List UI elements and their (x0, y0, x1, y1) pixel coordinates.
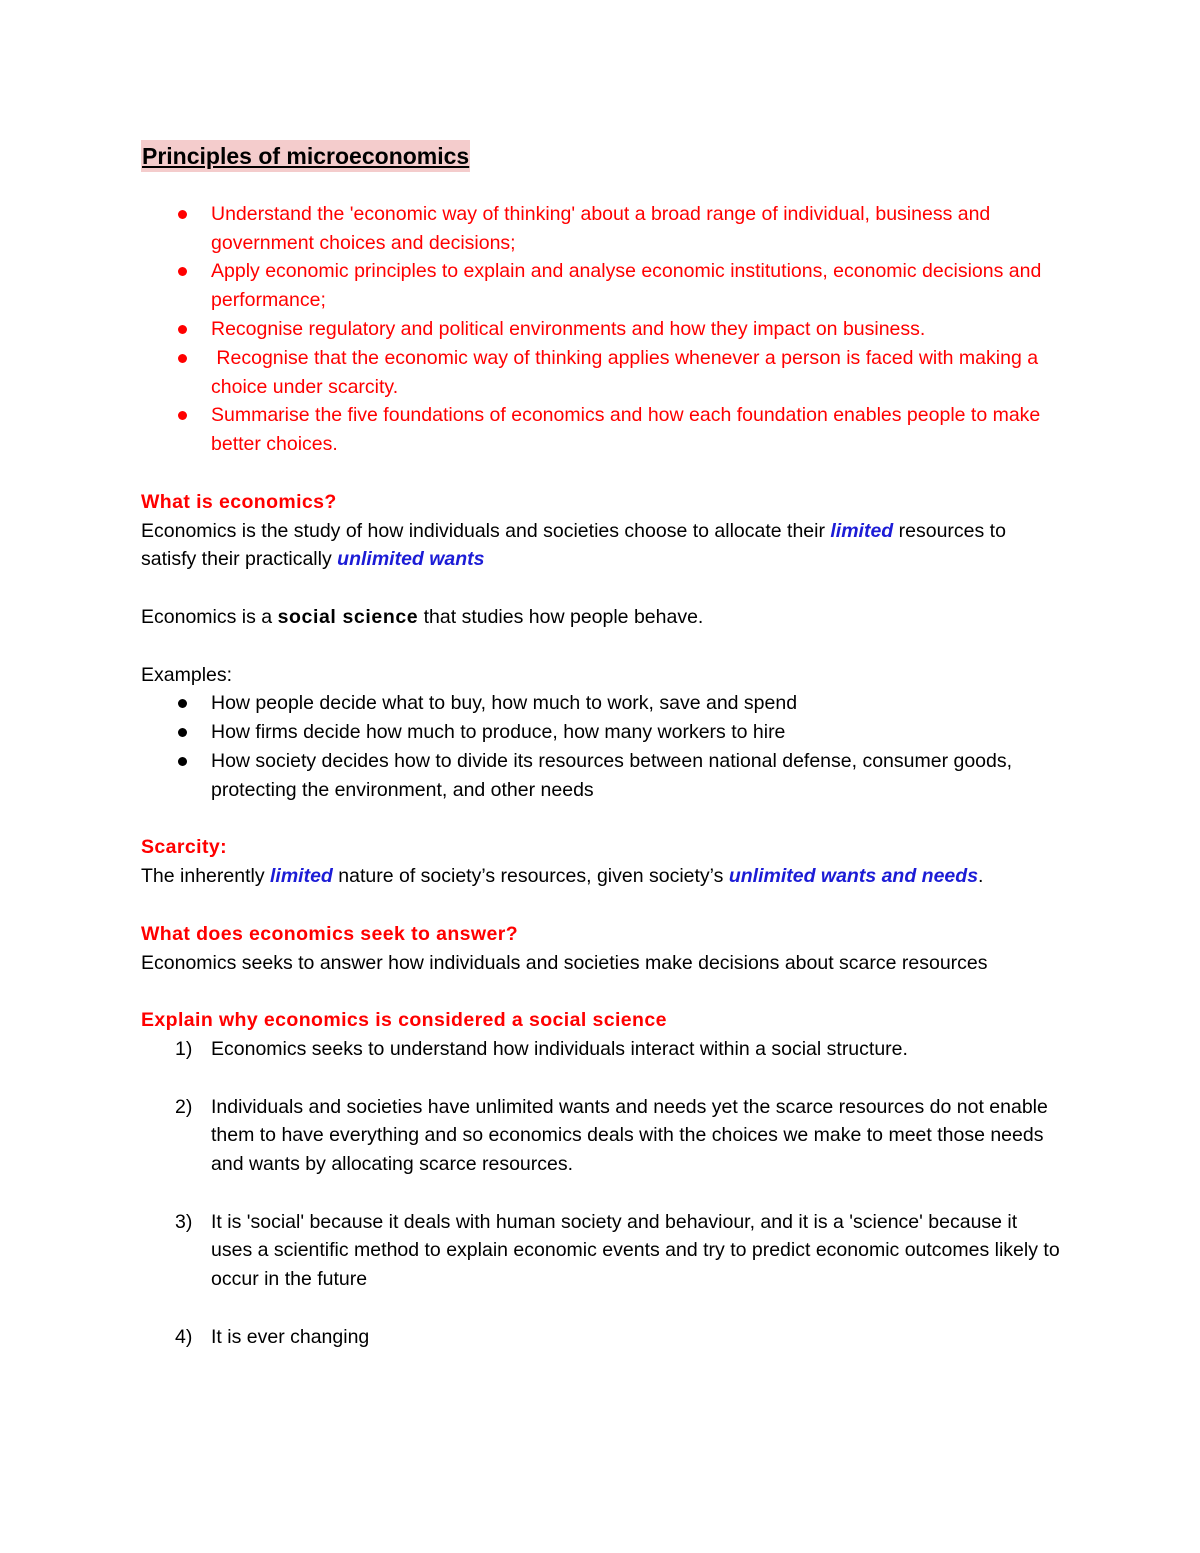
list-item: Recognise that the economic way of thinking applies whenever a person is faced with making a choice under scarcity. (141, 344, 1061, 402)
learning-goals-list (141, 200, 1061, 459)
bullet-icon (178, 354, 187, 363)
social-science-statement: Economics is a social science that studies how people behave. (141, 605, 704, 628)
section-heading-social-science: Explain why economics is considered a social science (141, 1009, 667, 1032)
emphasis-unlimited-wants: unlimited wants (337, 548, 485, 571)
economics-definition: Economics is the study of how individuals and societies choose to allocate their limited resources to satisfy their practically unlimited wants (141, 519, 1006, 571)
list-item: How society decides how to divide its resources between national defense, consumer goods, protecting the environment, and other needs (141, 747, 1061, 805)
list-number: 4) (175, 1325, 193, 1348)
seek-answer-text: Economics seeks to answer how individuals and societies make decisions about scarce resources (141, 951, 988, 974)
emphasis-social-science: social science (277, 605, 419, 628)
bullet-icon (178, 728, 187, 737)
bullet-icon (178, 699, 187, 708)
emphasis-limited: limited (830, 519, 894, 542)
section-heading-what-does-economics-seek: What does economics seek to answer? (141, 922, 519, 945)
examples-list (141, 689, 1061, 804)
list-item: Summarise the five foundations of economics and how each foundation enables people to make better choices. (141, 401, 1061, 459)
list-number: 1) (175, 1037, 193, 1060)
list-item: Understand the 'economic way of thinking' about a broad range of individual, business and government choices and decisions; (141, 200, 1061, 258)
bullet-icon (178, 757, 187, 766)
list-number: 3) (175, 1210, 193, 1233)
list-number: 2) (175, 1095, 193, 1118)
bullet-icon (178, 411, 187, 420)
list-item: 1) Economics seeks to understand how individuals interact within a social structure. (141, 1035, 1061, 1064)
list-item: 4) It is ever changing (141, 1323, 1061, 1352)
list-item: How people decide what to buy, how much to work, save and spend (141, 689, 1061, 718)
list-item: 3) It is 'social' because it deals with human society and behaviour, and it is a 'science' because it uses a scientific method to explain economic events and try to predict economic outcomes likely to occur in the future (141, 1208, 1061, 1294)
list-item: Recognise regulatory and political environments and how they impact on business. (141, 315, 1061, 344)
list-item: Apply economic principles to explain and analyse economic institutions, economic decisions and performance; (141, 257, 1061, 315)
list-item: 2) Individuals and societies have unlimited wants and needs yet the scarce resources do not enable them to have everything and so economics deals with the choices we make to meet those needs and wants by allocating scarce resources. (141, 1093, 1061, 1179)
scarcity-definition: The inherently limited nature of society’s resources, given society’s unlimited wants and needs. (141, 865, 984, 888)
emphasis-unlimited-wants-and-needs: unlimited wants and needs (728, 865, 979, 888)
document-page (141, 140, 1061, 1352)
bullet-icon (178, 267, 187, 276)
examples-label: Examples: (141, 663, 233, 686)
list-item: How firms decide how much to produce, how many workers to hire (141, 718, 1061, 747)
emphasis-limited: limited (270, 865, 333, 888)
section-heading-what-is-economics: What is economics? (141, 490, 337, 513)
bullet-icon (178, 325, 187, 334)
bullet-icon (178, 210, 187, 219)
page-title: Principles of microeconomics (141, 140, 470, 172)
reasons-list (141, 1035, 1061, 1352)
section-heading-scarcity: Scarcity: (141, 836, 227, 859)
